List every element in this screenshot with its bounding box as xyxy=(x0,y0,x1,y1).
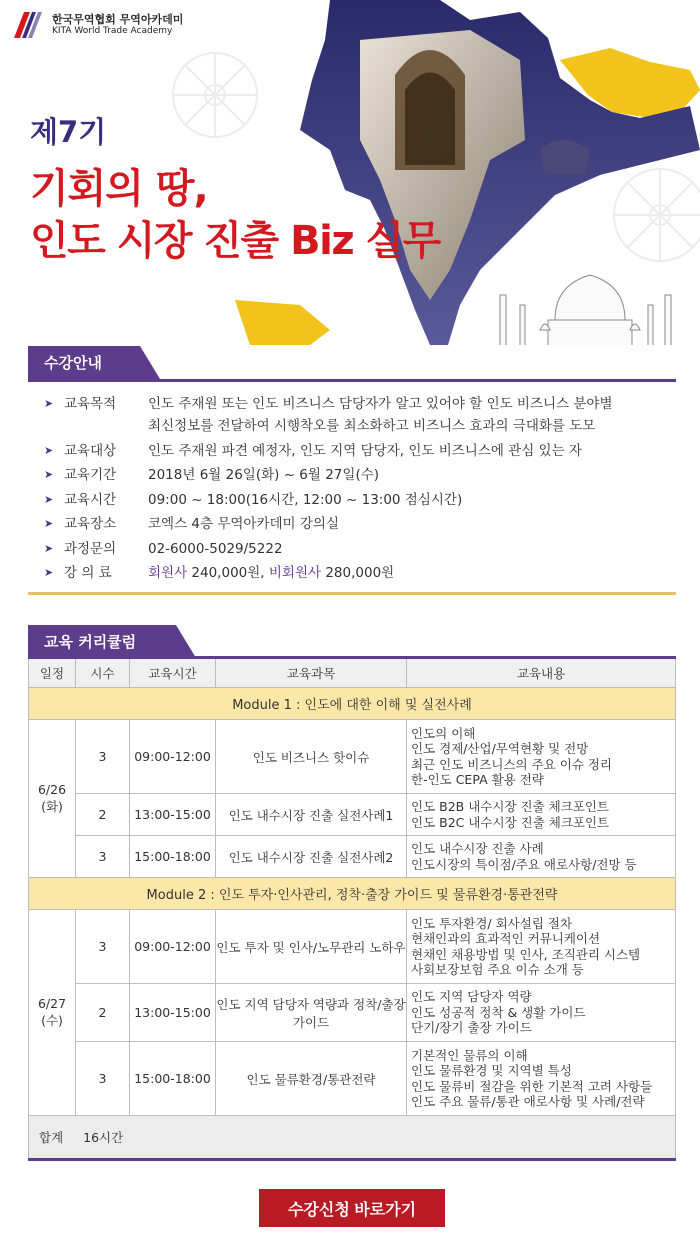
hours-cell: 3 xyxy=(76,836,130,878)
kita-logo[interactable] xyxy=(10,8,183,42)
hours-cell: 3 xyxy=(76,1042,130,1116)
info-row-fee xyxy=(44,562,684,584)
time-cell: 13:00-15:00 xyxy=(130,794,216,836)
curriculum-table-wrapper xyxy=(28,656,675,1161)
info-divider-top xyxy=(28,379,676,382)
info-key: 교육장소 xyxy=(64,516,117,532)
day1-date: 6/26 (화) xyxy=(29,720,76,878)
info-value: 인도 주재원 또는 인도 비즈니스 담당자가 알고 있어야 할 인도 비즈니스 분야별 xyxy=(148,396,613,412)
hours-cell: 2 xyxy=(76,984,130,1042)
curriculum-section-title: 교육 커리큘럼 xyxy=(44,633,137,651)
subject-cell: 인도 내수시장 진출 실전사례2 xyxy=(216,836,407,878)
header-subject: 교육과목 xyxy=(216,658,407,688)
curriculum-section-tab xyxy=(28,625,203,658)
chakra-wheel-icon xyxy=(173,53,257,137)
info-key: 교육목적 xyxy=(64,396,117,412)
time-cell: 13:00-15:00 xyxy=(130,984,216,1042)
content-cell: 인도의 이해 인도 경제/산업/무역현황 및 전망 최근 인도 비즈니스의 주요 이슈 정리 한-인도 CEPA 활용 전략 xyxy=(407,720,676,794)
hours-cell: 3 xyxy=(76,910,130,984)
info-key: 교육기간 xyxy=(64,467,117,483)
content-cell: 인도 투자환경/ 회사설립 절차 현채인과의 효과적인 커뮤니케이션 현채인 채용방법 및 인사, 조직관리 시스템 사회보장보험 주요 이슈 소개 등 xyxy=(407,910,676,984)
arrow-right-icon: ➤ xyxy=(44,468,54,481)
info-value: 인도 주재원 파견 예정자, 인도 지역 담당자, 인도 비즈니스에 관심 있는 자 xyxy=(148,442,582,459)
arrow-right-icon: ➤ xyxy=(44,566,54,579)
info-list xyxy=(44,393,684,587)
arrow-right-icon: ➤ xyxy=(44,443,54,457)
register-button[interactable]: 수강신청 바로가기 xyxy=(259,1189,445,1227)
chakra-wheel-icon xyxy=(614,169,700,261)
header-time: 교육시간 xyxy=(130,658,216,688)
hero-title-line2: 인도 시장 진출 Biz 실무 xyxy=(30,218,440,264)
subject-cell: 인도 지역 담당자 역량과 정착/출장 가이드 xyxy=(216,984,407,1042)
info-row-purpose xyxy=(44,393,684,437)
header-date: 일정 xyxy=(29,658,76,688)
module1-title: Module 1 : 인도에 대한 이해 및 실전사례 xyxy=(29,688,676,720)
info-section-tab xyxy=(28,346,168,379)
subject-cell: 인도 물류환경/통관전략 xyxy=(216,1042,407,1116)
taj-mahal-icon xyxy=(500,275,680,345)
arrow-right-icon: ➤ xyxy=(44,397,54,410)
info-key: 교육대상 xyxy=(64,442,117,459)
time-cell: 09:00-12:00 xyxy=(130,720,216,794)
content-cell: 인도 내수시장 진출 사례 인도시장의 특이점/주요 애로사항/전망 등 xyxy=(407,836,676,878)
module-row xyxy=(29,688,676,720)
info-value: 코엑스 4층 무역아카데미 강의실 xyxy=(148,516,339,532)
logo-name-en: KITA World Trade Academy xyxy=(52,26,173,37)
time-cell: 15:00-18:00 xyxy=(130,836,216,878)
info-value: 02-6000-5029/5222 xyxy=(148,540,283,557)
time-cell: 15:00-18:00 xyxy=(130,1042,216,1116)
logo-name-ko: 한국무역협회 무역아카데미 xyxy=(52,12,184,26)
info-divider-bottom xyxy=(28,592,676,595)
table-row xyxy=(29,720,676,794)
hero-title-line1: 기회의 땅, xyxy=(30,166,208,212)
subject-cell: 인도 내수시장 진출 실전사례1 xyxy=(216,794,407,836)
info-row-target xyxy=(44,440,684,462)
subject-cell: 인도 비즈니스 핫이슈 xyxy=(216,720,407,794)
arrow-right-icon: ➤ xyxy=(44,492,54,506)
curriculum-table xyxy=(28,656,676,1161)
member-fee-label: 회원사 xyxy=(148,565,188,581)
nonmember-fee-label: 비회원사 xyxy=(268,565,322,581)
info-row-time xyxy=(44,489,684,511)
info-row-period xyxy=(44,464,684,486)
time-cell: 09:00-12:00 xyxy=(130,910,216,984)
course-generation: 제7기 xyxy=(30,115,107,149)
table-row xyxy=(29,836,676,878)
arrow-right-icon: ➤ xyxy=(44,517,54,530)
info-key: 과정문의 xyxy=(64,540,117,557)
table-row xyxy=(29,794,676,836)
day2-date: 6/27 (수) xyxy=(29,910,76,1116)
arrow-right-icon: ➤ xyxy=(44,541,54,555)
header-content: 교육내용 xyxy=(407,658,676,688)
nonmember-fee: 280,000원 xyxy=(321,565,395,581)
total-row xyxy=(29,1116,676,1160)
table-row xyxy=(29,910,676,984)
header-hours: 시수 xyxy=(76,658,130,688)
info-row-place xyxy=(44,513,684,535)
info-key: 강 의 료 xyxy=(64,565,112,581)
total-label: 합계 xyxy=(39,1130,64,1145)
info-key: 교육시간 xyxy=(64,491,117,508)
table-header-row xyxy=(29,658,676,688)
module2-title: Module 2 : 인도 투자·인사관리, 정착·출장 가이드 및 물류환경·통관전략 xyxy=(29,878,676,910)
info-value: 09:00 ~ 18:00(16시간, 12:00 ~ 13:00 점심시간) xyxy=(148,491,463,508)
subject-cell: 인도 투자 및 인사/노무관리 노하우 xyxy=(216,910,407,984)
info-value: 2018년 6월 26일(화) ~ 6월 27일(수) xyxy=(148,467,380,483)
info-row-contact xyxy=(44,538,684,560)
kita-logo-icon xyxy=(10,8,44,42)
content-cell: 기본적인 물류의 이해 인도 물류환경 및 지역별 특성 인도 물류비 절감을 위한 기본적 고려 사항들 인도 주요 물류/통관 애로사항 및 사례/전략 xyxy=(407,1042,676,1116)
info-section-title: 수강안내 xyxy=(44,354,102,372)
info-value-line2: 최신정보를 전달하여 시행착오를 최소화하고 비즈니스 효과의 극대화를 도모 xyxy=(148,418,596,434)
hours-cell: 2 xyxy=(76,794,130,836)
hours-cell: 3 xyxy=(76,720,130,794)
module-row xyxy=(29,878,676,910)
table-row xyxy=(29,1042,676,1116)
table-row xyxy=(29,984,676,1042)
content-cell: 인도 지역 담당자 역량 인도 성공적 정착 & 생활 가이드 단기/장기 출장 가이드 xyxy=(407,984,676,1042)
content-cell: 인도 B2B 내수시장 진출 체크포인트 인도 B2C 내수시장 진출 체크포인트 xyxy=(407,794,676,836)
total-value: 16시간 xyxy=(83,1130,124,1145)
hero-banner xyxy=(0,0,700,345)
member-fee: 240,000원, xyxy=(187,565,269,581)
